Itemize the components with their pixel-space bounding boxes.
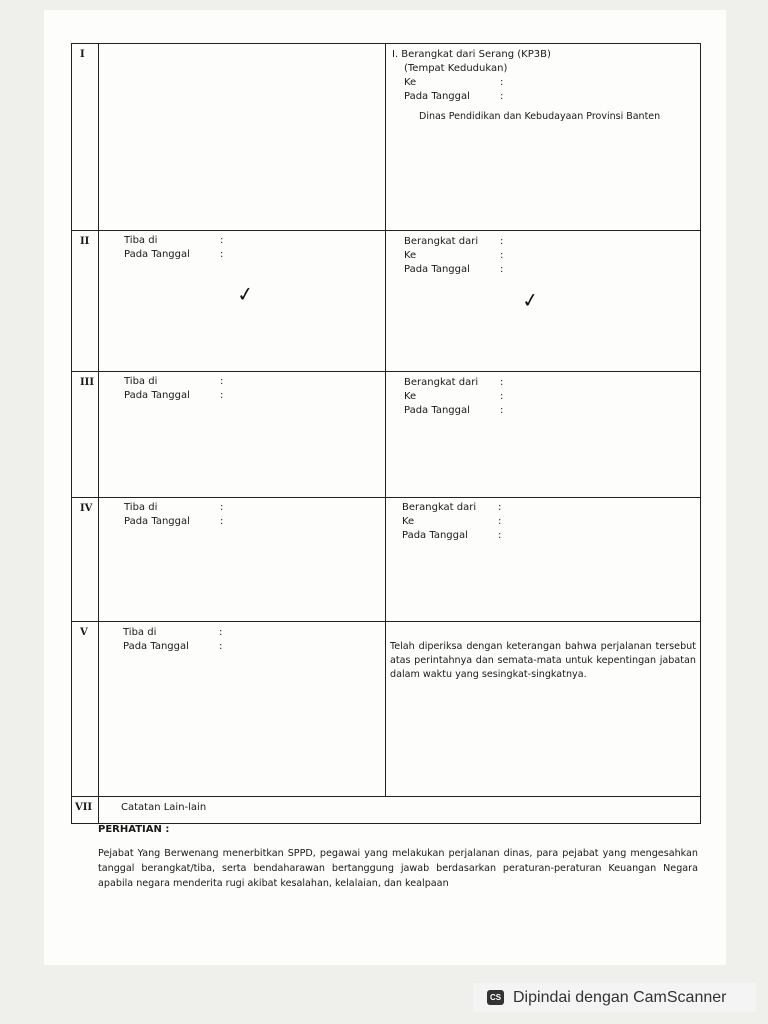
form-row-vii <box>72 797 701 824</box>
arrive-colon: : <box>220 502 224 513</box>
to-label: Ke <box>402 516 415 527</box>
row-v-left-cell <box>99 622 386 797</box>
arrive-colon: : <box>220 376 224 387</box>
arrive-date-label: Pada Tanggal <box>124 516 190 527</box>
arrive-date-label: Pada Tanggal <box>124 390 190 401</box>
depart-date-colon: : <box>500 264 504 275</box>
to-field <box>402 515 501 529</box>
travel-form-table <box>71 43 701 824</box>
arrive-label: Tiba di <box>124 235 158 246</box>
depart-label: Berangkat dari <box>402 502 477 513</box>
depart-date-label: Pada Tanggal <box>404 405 470 416</box>
row-i-right-cell <box>386 44 701 231</box>
verification-statement: Telah diperiksa dengan keterangan bahwa perjalanan tersebut atas perintahnya dan semata-mata untuk kepentingan jabatan dalam waktu yang sesingkat-singkatnya. <box>390 641 696 680</box>
arrive-date-colon: : <box>220 516 224 527</box>
arrive-label: Tiba di <box>124 502 158 513</box>
row-v-right-cell <box>386 622 701 797</box>
to-field <box>404 249 503 263</box>
to-label: Ke <box>404 77 417 88</box>
arrive-field <box>124 375 223 389</box>
arrive-date-field <box>124 389 223 403</box>
row-number-v: V <box>72 622 99 797</box>
to-colon: : <box>500 391 504 402</box>
arrive-date-field <box>124 248 223 262</box>
depart-label: Berangkat dari <box>404 236 479 247</box>
watermark-text: Dipindai dengan CamScanner <box>513 988 727 1006</box>
arrive-date-field <box>124 515 223 529</box>
row-ii-right-cell <box>386 231 701 372</box>
to-label: Ke <box>404 391 417 402</box>
depart-date-field <box>404 263 503 277</box>
arrive-date-colon: : <box>219 641 223 652</box>
row-number-i: I <box>72 44 99 231</box>
depart-from-line: I. Berangkat dari Serang (KP3B) <box>392 49 551 60</box>
depart-field <box>402 501 501 515</box>
to-label: Ke <box>404 250 417 261</box>
row-number-iv: IV <box>72 498 99 622</box>
form-row-iii <box>72 372 701 498</box>
depart-field <box>404 235 503 249</box>
row-number-vii: VII <box>72 797 99 824</box>
arrive-field <box>124 234 223 248</box>
notice-body: Pejabat Yang Berwenang menerbitkan SPPD, pegawai yang melakukan perjalanan dinas, para pejabat yang mengesahkan tanggal berangkat/tiba, serta bendaharawan bertanggung jawab berdasarkan peraturan-peraturan Keuangan Negara apabila negara menderita rugi akibat kesalahan, kelalaian, dan kealpaan <box>98 848 698 889</box>
arrive-date-field <box>123 640 222 654</box>
depart-label: Berangkat dari <box>404 377 479 388</box>
arrive-date-colon: : <box>220 390 224 401</box>
camscanner-watermark <box>473 983 756 1012</box>
to-colon: : <box>500 77 504 88</box>
arrive-date-label: Pada Tanggal <box>123 641 189 652</box>
to-colon: : <box>498 516 502 527</box>
arrive-label: Tiba di <box>124 376 158 387</box>
seat-line: (Tempat Kedudukan) <box>404 63 508 74</box>
form-row-i <box>72 44 701 231</box>
row-iv-left-cell <box>99 498 386 622</box>
row-i-left-cell <box>99 44 386 231</box>
date-colon: : <box>500 91 504 102</box>
checkmark-icon: ✓ <box>235 280 256 308</box>
date-field <box>392 90 660 104</box>
arrive-colon: : <box>220 235 224 246</box>
arrive-field <box>124 501 223 515</box>
to-field <box>392 76 660 90</box>
agency-name: Dinas Pendidikan dan Kebudayaan Provinsi Banten <box>419 111 661 122</box>
arrive-label: Tiba di <box>123 627 157 638</box>
arrive-date-colon: : <box>220 249 224 260</box>
depart-date-field <box>404 404 503 418</box>
form-row-ii <box>72 231 701 372</box>
depart-colon: : <box>498 502 502 513</box>
depart-colon: : <box>500 236 504 247</box>
row-number-ii: II <box>72 231 99 372</box>
depart-date-label: Pada Tanggal <box>404 264 470 275</box>
depart-date-label: Pada Tanggal <box>402 530 468 541</box>
row-iv-right-cell <box>386 498 701 622</box>
arrive-colon: : <box>219 627 223 638</box>
to-colon: : <box>500 250 504 261</box>
row-iii-left-cell <box>99 372 386 498</box>
checkmark-icon: ✓ <box>520 286 541 314</box>
form-row-iv <box>72 498 701 622</box>
form-row-v <box>72 622 701 797</box>
notice-title: PERHATIAN : <box>98 824 170 835</box>
other-notes-label: Catatan Lain-lain <box>99 797 701 824</box>
depart-colon: : <box>500 377 504 388</box>
row-ii-left-cell <box>99 231 386 372</box>
row-iii-right-cell <box>386 372 701 498</box>
depart-date-field <box>402 529 501 543</box>
depart-date-colon: : <box>500 405 504 416</box>
arrive-date-label: Pada Tanggal <box>124 249 190 260</box>
row-number-iii: III <box>72 372 99 498</box>
date-label: Pada Tanggal <box>404 91 470 102</box>
to-field <box>404 390 503 404</box>
depart-field <box>404 376 503 390</box>
arrive-field <box>123 626 222 640</box>
camscanner-logo-icon: CS <box>487 990 504 1005</box>
depart-date-colon: : <box>498 530 502 541</box>
